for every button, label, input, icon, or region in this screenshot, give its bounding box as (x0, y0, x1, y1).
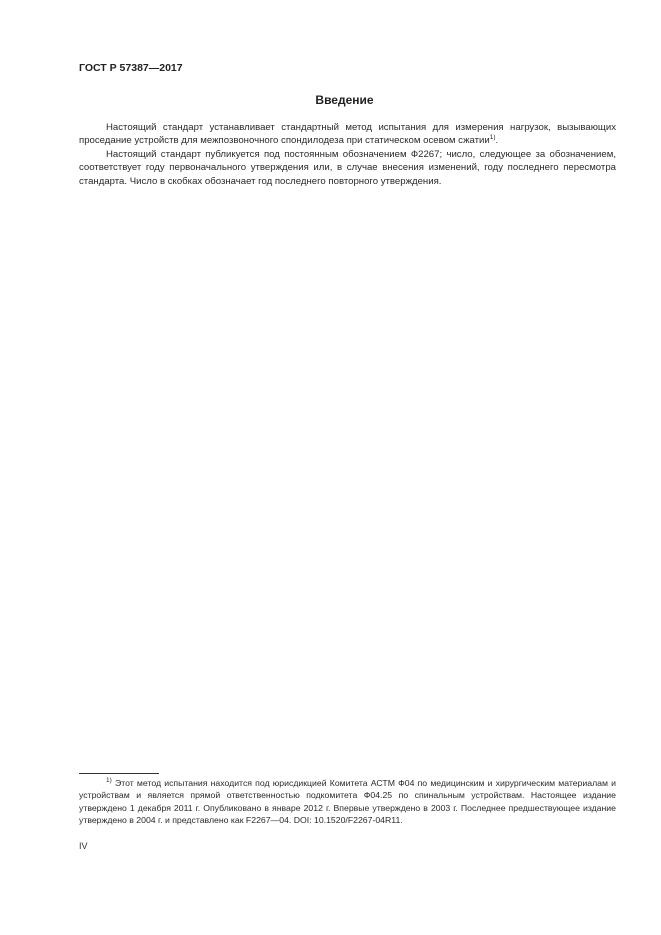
footnote-reference[interactable]: 1) (489, 134, 496, 142)
paragraph-1: Настоящий стандарт устанавливает стандартный метод испытания для измерения нагрузок, вызывающих проседание устройств для межпозвоночного спондилодеза при статическом осевом сжатии$^{1)}$. (79, 122, 616, 147)
document-header: ГОСТ Р 57387—2017 (79, 62, 183, 74)
footnote-divider (79, 773, 159, 774)
footnote (79, 777, 616, 827)
page-number: IV (79, 841, 88, 851)
section-title: Введение (315, 93, 374, 107)
body-text (79, 121, 616, 188)
paragraph-2: Настоящий стандарт публикуется под постоянным обозначением Ф2267; число, следующее за обозначением, соответствует году первоначального утверждения или, в случае внесения изменений, году последнего пересмотра стандарта. Число в скобках обозначает год последнего повторного утверждения. (79, 148, 616, 187)
footnote-text: Этот метод испытания находится под юрисдикцией Комитета АСТМ Ф04 по медицинским и хирургическим материалам и устройствам и является прямой ответственностью подкомитета Ф04.25 по спинальным устройствам. Настоящее издание утверждено 1 декабря 2011 г. Опубликовано в январе 2012 г. Впервые утверждено в 2003 г. Последнее предшествующее издание утверждено в 2004 г. и представлено как F2267—04. DOI: 10.1520/F2267-04R11. (79, 778, 616, 826)
footnote-marker: 1) (106, 777, 112, 785)
